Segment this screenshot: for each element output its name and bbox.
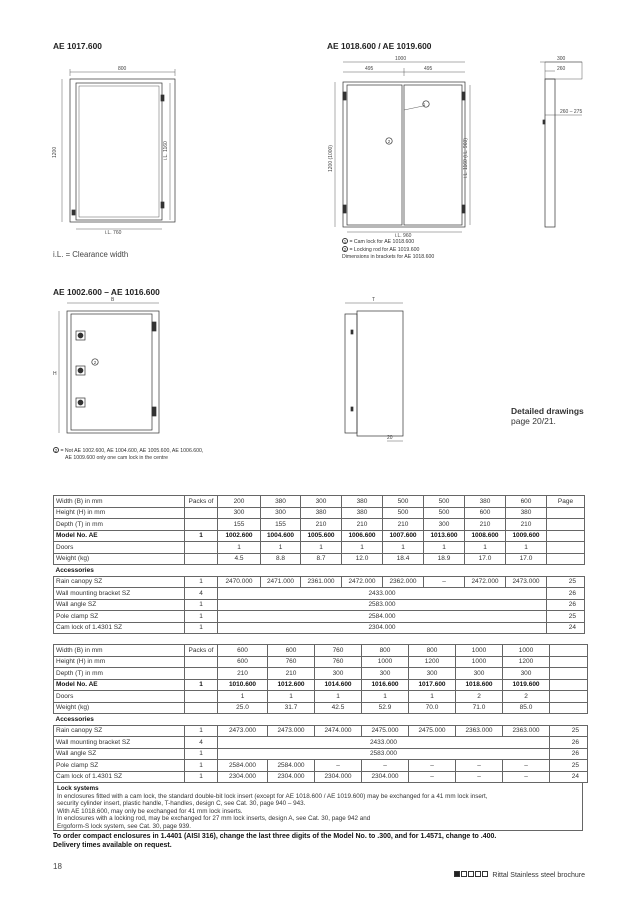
- table-cell: 18.4: [383, 553, 424, 565]
- table-cell: 600: [465, 507, 506, 519]
- table-cell: 1004.600: [261, 530, 301, 542]
- page-cell: 24: [547, 622, 585, 634]
- row-label: Model No. AE: [54, 530, 185, 542]
- page-cell: 24: [550, 771, 588, 783]
- table-cell: 210: [506, 519, 547, 531]
- table-row: [54, 656, 588, 668]
- row-label: Weight (kg): [54, 702, 185, 714]
- table-cell: 31.7: [268, 702, 315, 714]
- page-cell: [550, 668, 588, 680]
- table-row: [54, 691, 588, 703]
- section-row: [54, 714, 588, 726]
- dim-il-height-right: i.L. 1160 (i.L. 960): [463, 138, 469, 178]
- table-cell: 2304.000: [315, 771, 362, 783]
- table-cell: 1016.600: [362, 679, 409, 691]
- table-cell: 1: [465, 542, 506, 554]
- table-cell: 1010.600: [218, 679, 268, 691]
- middle-footnote: 2 = Not AE 1002.600, AE 1004.600, AE 1005.600, AE 1006.600, AE 1009.600 only one cam lock in the centre: [54, 448, 204, 461]
- table-cell: 210: [218, 668, 268, 680]
- table-cell: 300: [409, 668, 456, 680]
- ae1017-hinge-bottom: [161, 202, 164, 208]
- packs-cell: Packs of: [185, 496, 218, 508]
- brand-squares-icon: [454, 871, 489, 879]
- packs-cell: [185, 691, 218, 703]
- table-row: [54, 760, 588, 772]
- table-cell: 4.5: [218, 553, 261, 565]
- brand-footer: Rittal Stainless steel brochure: [454, 871, 585, 879]
- table-cell: 800: [362, 645, 409, 657]
- table-cell: 1000: [456, 645, 503, 657]
- table-cell: 1200: [503, 656, 550, 668]
- table-cell: 380: [261, 496, 301, 508]
- table-cell: 300: [261, 507, 301, 519]
- table-cell: 2584.000: [268, 760, 315, 772]
- svg-text:2: 2: [387, 139, 391, 144]
- dim-bottom-20: 20: [387, 435, 393, 441]
- page-cell: [547, 507, 585, 519]
- section-label: Accessories: [54, 565, 585, 577]
- table-cell: 52.9: [362, 702, 409, 714]
- table-cell: 500: [424, 507, 465, 519]
- ae1018-door-right: [404, 85, 462, 225]
- table-cell: –: [456, 760, 503, 772]
- table-cell: 210: [268, 668, 315, 680]
- packs-cell: 1: [185, 576, 218, 588]
- row-label: Wall mounting bracket SZ: [54, 737, 185, 749]
- dim-il-width-right: i.L. 960: [395, 233, 412, 239]
- table-cell: 12.0: [342, 553, 383, 565]
- page-cell: [547, 530, 585, 542]
- side-view-t-body: [357, 311, 403, 436]
- table-cell: 8.7: [301, 553, 342, 565]
- table-cell: 800: [409, 645, 456, 657]
- table-cell: 380: [342, 496, 383, 508]
- table-cell: 500: [424, 496, 465, 508]
- row-label: Depth (T) in mm: [54, 668, 185, 680]
- table-cell: 2363.000: [456, 725, 503, 737]
- table-row: [54, 576, 585, 588]
- dim-t: T: [372, 297, 376, 303]
- table-cell: 1: [506, 542, 547, 554]
- packs-cell: 1: [185, 771, 218, 783]
- packs-cell: 1: [185, 748, 218, 760]
- table-cell: –: [424, 576, 465, 588]
- table-cell: 300: [503, 668, 550, 680]
- table-cell: 1000: [456, 656, 503, 668]
- order-note: To order compact enclosures in 1.4401 (AISI 316), change the last three digits of the Model No. to .300, and for 1.4571, change to .400. Delivery times available on request.: [53, 833, 497, 849]
- dim-b: B: [111, 297, 115, 303]
- page-cell: [550, 645, 588, 657]
- table-cell: 760: [268, 656, 315, 668]
- table-cell: 1005.600: [301, 530, 342, 542]
- table-cell: 18.9: [424, 553, 465, 565]
- table-row: [54, 542, 585, 554]
- table-row: [54, 702, 588, 714]
- page-cell: 25: [550, 725, 588, 737]
- page-cell: [550, 679, 588, 691]
- table-cell: 1: [362, 691, 409, 703]
- table-row: [54, 507, 585, 519]
- span-cell: 2304.000: [218, 622, 547, 634]
- table-cell: 500: [383, 496, 424, 508]
- dim-half-left: 495: [365, 66, 374, 72]
- table-cell: 600: [218, 645, 268, 657]
- table-cell: 300: [456, 668, 503, 680]
- table-cell: 1017.600: [409, 679, 456, 691]
- drawing-title-ae1002-1016: AE 1002.600 – AE 1016.600: [53, 287, 160, 297]
- table-cell: 1007.600: [383, 530, 424, 542]
- ae1017-outer-frame: [70, 79, 175, 222]
- drawing-legend: 1 = Cam lock for AE 1018.600 2 = Locking rod for AE 1019.600 Dimensions in brackets for AE 1018.600: [342, 239, 435, 260]
- table-row: [54, 599, 585, 611]
- table-cell: –: [503, 771, 550, 783]
- packs-cell: 4: [185, 588, 218, 600]
- row-label: Wall angle SZ: [54, 748, 185, 760]
- table-cell: 2: [456, 691, 503, 703]
- table-cell: 2475.000: [409, 725, 456, 737]
- detailed-drawings-ref: Detailed drawings page 20/21.: [511, 406, 584, 426]
- row-label: Height (H) in mm: [54, 507, 185, 519]
- table-cell: 1002.600: [218, 530, 261, 542]
- table-cell: 2362.000: [383, 576, 424, 588]
- dim-il-width: i.L. 760: [105, 230, 122, 236]
- page-cell: 26: [550, 748, 588, 760]
- row-label: Width (B) in mm: [54, 496, 185, 508]
- table-row: [54, 611, 585, 623]
- table-row: [54, 668, 588, 680]
- row-label: Model No. AE: [54, 679, 185, 691]
- table-cell: 380: [301, 507, 342, 519]
- table-cell: 300: [362, 668, 409, 680]
- row-label: Rain canopy SZ: [54, 576, 185, 588]
- dim-depth-outer: 300: [557, 56, 566, 62]
- side-view-frame: [545, 79, 555, 227]
- drawing-title-ae1018-1019: AE 1018.600 / AE 1019.600: [327, 41, 432, 51]
- table-cell: 500: [383, 507, 424, 519]
- table-cell: 2472.000: [465, 576, 506, 588]
- row-label: Doors: [54, 691, 185, 703]
- table-cell: –: [503, 760, 550, 772]
- table-cell: 1: [383, 542, 424, 554]
- table-cell: 2474.000: [315, 725, 362, 737]
- table-cell: 2473.000: [506, 576, 547, 588]
- packs-cell: 1: [185, 622, 218, 634]
- table-row: [54, 553, 585, 565]
- packs-cell: [185, 702, 218, 714]
- table-row: [54, 530, 585, 542]
- span-cell: 2583.000: [218, 599, 547, 611]
- table-row: [54, 771, 588, 783]
- row-label: Pole clamp SZ: [54, 760, 185, 772]
- svg-text:1: 1: [422, 102, 426, 107]
- packs-cell: 1: [185, 611, 218, 623]
- row-label: Weight (kg): [54, 553, 185, 565]
- table-cell: 1000: [362, 656, 409, 668]
- dim-il-height: i.L. 1160: [163, 141, 169, 160]
- packs-cell: Packs of: [185, 645, 218, 657]
- row-label: Cam lock of 1.4301 SZ: [54, 622, 185, 634]
- table-cell: 25.0: [218, 702, 268, 714]
- table-cell: –: [315, 760, 362, 772]
- row-label: Wall angle SZ: [54, 599, 185, 611]
- lock-systems-box: Lock systems In enclosures fitted with a cam lock, the standard double-bit lock insert (except for AE 1018.600 / AE 1019.600) may be exchanged for a 41 mm lock insert, security cylinder insert, plastic handle, T-handles, design C, see Cat. 30, page 940 – 943. With AE 1018.600, may only be exchanged for 41 mm lock inserts. In enclosures with a locking rod, may be exchanged for 27 mm lock inserts, design A, see Cat. 30, page 942 and Ergoform-S lock system, see Cat. 30, page 939.: [53, 782, 583, 831]
- table-cell: –: [409, 771, 456, 783]
- clearance-note: i.L. = Clearance width: [53, 250, 129, 259]
- packs-cell: [185, 656, 218, 668]
- table-cell: 210: [383, 519, 424, 531]
- packs-cell: 4: [185, 737, 218, 749]
- table-cell: 760: [315, 656, 362, 668]
- section-label: Accessories: [54, 714, 588, 726]
- table-cell: 155: [218, 519, 261, 531]
- packs-cell: 1: [185, 679, 218, 691]
- page-number: 18: [53, 862, 62, 871]
- dim-width-1000: 1000: [395, 56, 407, 62]
- packs-cell: 1: [185, 760, 218, 772]
- table-cell: 2304.000: [268, 771, 315, 783]
- table-cell: 1: [261, 542, 301, 554]
- table-cell: 760: [315, 645, 362, 657]
- table-cell: 300: [424, 519, 465, 531]
- page-cell: [550, 656, 588, 668]
- page-cell: [547, 542, 585, 554]
- span-cell: 2583.000: [218, 748, 550, 760]
- table-cell: 600: [268, 645, 315, 657]
- table-cell: 1000: [503, 645, 550, 657]
- table-cell: 600: [506, 496, 547, 508]
- table-row: [54, 748, 588, 760]
- packs-cell: [185, 519, 218, 531]
- ae1018-door-left: [347, 85, 402, 225]
- packs-cell: [185, 542, 218, 554]
- table-cell: –: [362, 760, 409, 772]
- ae1017-door: [76, 83, 162, 220]
- row-label: Doors: [54, 542, 185, 554]
- table-cell: 2475.000: [362, 725, 409, 737]
- table-cell: 1: [268, 691, 315, 703]
- table-row: [54, 496, 585, 508]
- table-cell: 1200: [409, 656, 456, 668]
- page-cell: [550, 702, 588, 714]
- table-cell: 1012.600: [268, 679, 315, 691]
- span-cell: 2584.000: [218, 611, 547, 623]
- row-label: Width (B) in mm: [54, 645, 185, 657]
- span-cell: 2433.000: [218, 588, 547, 600]
- table-cell: 8.8: [261, 553, 301, 565]
- ae1017-hinge-top: [161, 95, 164, 101]
- table-cell: 380: [465, 496, 506, 508]
- table-cell: 2304.000: [362, 771, 409, 783]
- table-row: [54, 679, 588, 691]
- packs-cell: [185, 507, 218, 519]
- row-label: Pole clamp SZ: [54, 611, 185, 623]
- table-cell: 1: [342, 542, 383, 554]
- table-cell: 2470.000: [218, 576, 261, 588]
- packs-cell: [185, 668, 218, 680]
- table-cell: 1013.600: [424, 530, 465, 542]
- table-cell: 1014.600: [315, 679, 362, 691]
- table-cell: 300: [301, 496, 342, 508]
- table-cell: 1008.600: [465, 530, 506, 542]
- table-cell: 380: [506, 507, 547, 519]
- row-label: Wall mounting bracket SZ: [54, 588, 185, 600]
- spec-table-1: [53, 495, 585, 634]
- dim-width-800: 800: [118, 66, 127, 72]
- packs-cell: 1: [185, 725, 218, 737]
- row-label: Height (H) in mm: [54, 656, 185, 668]
- table-cell: 1: [315, 691, 362, 703]
- table-cell: 210: [342, 519, 383, 531]
- row-label: Depth (T) in mm: [54, 519, 185, 531]
- packs-cell: 1: [185, 530, 218, 542]
- table-cell: 71.0: [456, 702, 503, 714]
- table-row: [54, 588, 585, 600]
- table-cell: 1: [301, 542, 342, 554]
- packs-cell: 1: [185, 599, 218, 611]
- dim-h: H: [53, 371, 57, 377]
- dim-depth-range: 260 – 275: [560, 109, 583, 115]
- page-cell: [550, 691, 588, 703]
- page-cell: 26: [547, 588, 585, 600]
- table-row: [54, 737, 588, 749]
- table-row: [54, 519, 585, 531]
- dim-depth-inner: 260: [557, 66, 566, 72]
- table-cell: 1: [218, 542, 261, 554]
- table-row: [54, 725, 588, 737]
- table-cell: 1018.600: [456, 679, 503, 691]
- table-cell: 85.0: [503, 702, 550, 714]
- table-cell: –: [409, 760, 456, 772]
- svg-text:2: 2: [93, 360, 97, 365]
- table-cell: 42.5: [315, 702, 362, 714]
- packs-cell: [185, 553, 218, 565]
- row-label: Cam lock of 1.4301 SZ: [54, 771, 185, 783]
- table-cell: 600: [218, 656, 268, 668]
- dim-height-right: 1200 (1000): [328, 145, 334, 172]
- row-label: Rain canopy SZ: [54, 725, 185, 737]
- table-cell: 2361.000: [301, 576, 342, 588]
- table-cell: 300: [315, 668, 362, 680]
- table-cell: 200: [218, 496, 261, 508]
- table-cell: 1019.600: [503, 679, 550, 691]
- table-row: [54, 622, 585, 634]
- spec-table-2: [53, 644, 588, 783]
- page-cell: 25: [547, 576, 585, 588]
- table-cell: 300: [218, 507, 261, 519]
- table-cell: –: [456, 771, 503, 783]
- page-cell: 26: [547, 599, 585, 611]
- table-cell: 2473.000: [268, 725, 315, 737]
- section-row: [54, 565, 585, 577]
- table-cell: 2584.000: [218, 760, 268, 772]
- dim-half-right: 495: [424, 66, 433, 72]
- page-cell: Page: [547, 496, 585, 508]
- span-cell: 2433.000: [218, 737, 550, 749]
- table-row: [54, 645, 588, 657]
- table-cell: 70.0: [409, 702, 456, 714]
- table-cell: 1006.600: [342, 530, 383, 542]
- table-cell: 1: [424, 542, 465, 554]
- table-cell: 1: [409, 691, 456, 703]
- page-cell: 26: [550, 737, 588, 749]
- drawing-title-ae1017: AE 1017.600: [53, 41, 102, 51]
- dim-height-1200: 1200: [52, 146, 58, 158]
- table-cell: 1: [218, 691, 268, 703]
- page-cell: 25: [550, 760, 588, 772]
- table-cell: 2471.000: [261, 576, 301, 588]
- page-cell: 25: [547, 611, 585, 623]
- table-cell: 2304.000: [218, 771, 268, 783]
- table-cell: 2473.000: [218, 725, 268, 737]
- table-cell: 210: [465, 519, 506, 531]
- page-cell: [547, 519, 585, 531]
- table-cell: 2363.000: [503, 725, 550, 737]
- page-cell: [547, 553, 585, 565]
- table-cell: 17.0: [506, 553, 547, 565]
- table-cell: 380: [342, 507, 383, 519]
- table-cell: 210: [301, 519, 342, 531]
- table-cell: 17.0: [465, 553, 506, 565]
- table-cell: 155: [261, 519, 301, 531]
- table-cell: 2472.000: [342, 576, 383, 588]
- table-cell: 2: [503, 691, 550, 703]
- table-cell: 1009.600: [506, 530, 547, 542]
